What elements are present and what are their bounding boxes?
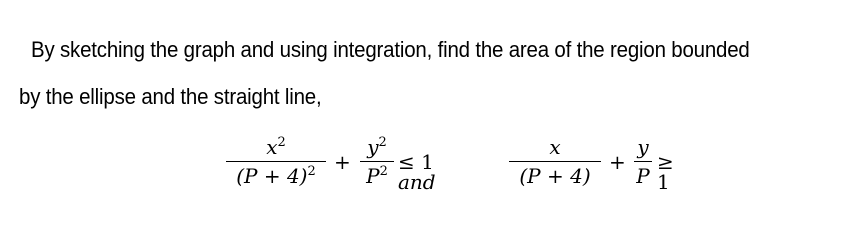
fraction-denominator: $P^2$ xyxy=(366,164,388,188)
question-line-1: By sketching the graph and using integration, find the area of the region bounded xyxy=(31,37,750,62)
fraction-y-over-p xyxy=(634,137,652,186)
fraction-numerator: $y^2$ xyxy=(367,135,387,159)
fraction-bar xyxy=(360,161,394,162)
plus-operator: + xyxy=(334,150,351,174)
fraction-numerator: y xyxy=(637,135,649,159)
fraction-denominator: $(P + 4)^2$ xyxy=(236,164,316,188)
question-line-2: by the ellipse and the straight line, xyxy=(19,84,322,109)
and-connector: and xyxy=(398,170,436,194)
fraction-y-squared-over-p-squared xyxy=(360,137,394,186)
fraction-denominator: P xyxy=(636,164,650,188)
plus-operator: + xyxy=(609,150,626,174)
greater-equal-relation: ≥ 1 xyxy=(657,150,674,194)
less-equal-relation: ≤ 1 and xyxy=(398,150,436,194)
fraction-numerator: x xyxy=(549,135,561,159)
fraction-numerator: $x^2$ xyxy=(266,135,286,159)
fraction-bar xyxy=(509,161,601,162)
fraction-x-over-p-plus-4 xyxy=(509,137,601,186)
fraction-bar xyxy=(226,161,326,162)
fraction-bar xyxy=(634,161,652,162)
fraction-x-squared-over-p-plus-4-squared xyxy=(226,137,326,186)
fraction-denominator: (P + 4) xyxy=(519,164,591,188)
